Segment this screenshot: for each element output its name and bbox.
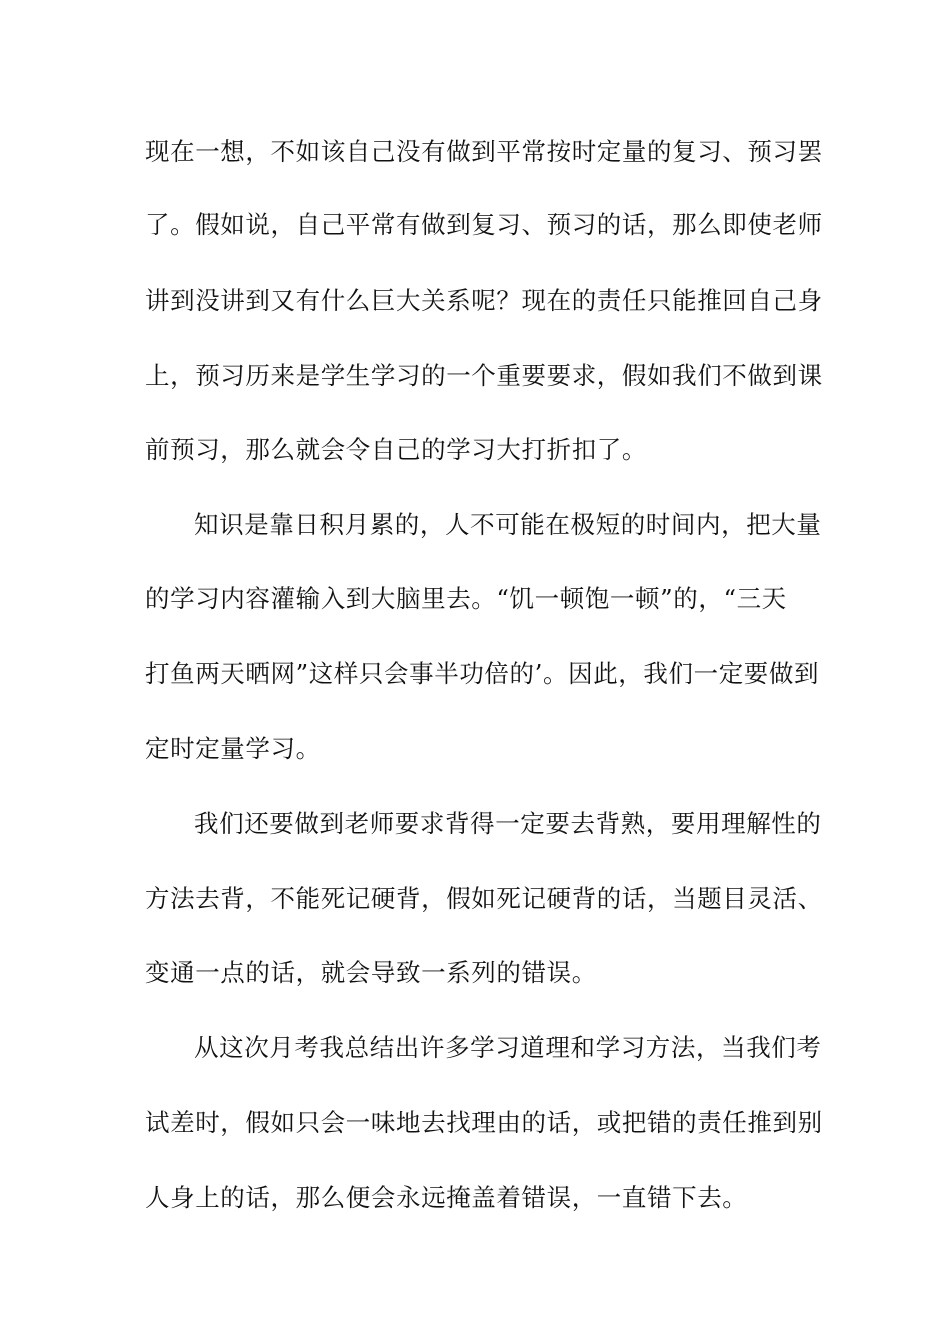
text-line: 讲到没讲到又有什么巨大关系呢？现在的责任只能推回自己身 <box>145 286 823 315</box>
text-line: 前预习，那么就会令自己的学习大打折扣了。 <box>145 435 647 464</box>
paragraph-first-line: 我们还要做到老师要求背得一定要去背熟，要用理解性的 <box>194 809 822 838</box>
text-line: 试差时，假如只会一味地去找理由的话，或把错的责任推到别 <box>145 1108 823 1137</box>
text-line: 变通一点的话，就会导致一系列的错误。 <box>145 958 597 987</box>
text-line: 定时定量学习。 <box>145 734 321 763</box>
text-line: 的学习内容灌输入到大脑里去。“饥一顿饱一顿”的，“三天 <box>145 584 787 613</box>
paragraph-first-line: 从这次月考我总结出许多学习道理和学习方法，当我们考 <box>194 1033 822 1062</box>
text-line: 人身上的话，那么便会永远掩盖着错误，一直错下去。 <box>145 1183 748 1212</box>
text-line: 了。假如说，自己平常有做到复习、预习的话，那么即使老师 <box>145 210 823 239</box>
text-line: 打鱼两天晒网”这样只会事半功倍的’。因此，我们一定要做到 <box>145 659 820 688</box>
text-line: 上，预习历来是学生学习的一个重要要求，假如我们不做到课 <box>145 361 823 390</box>
paragraph-first-line: 知识是靠日积月累的，人不可能在极短的时间内，把大量 <box>194 510 822 539</box>
text-line: 现在一想，不如该自己没有做到平常按时定量的复习、预习罢 <box>145 137 823 166</box>
text-line: 方法去背，不能死记硬背，假如死记硬背的话，当题目灵活、 <box>145 884 823 913</box>
